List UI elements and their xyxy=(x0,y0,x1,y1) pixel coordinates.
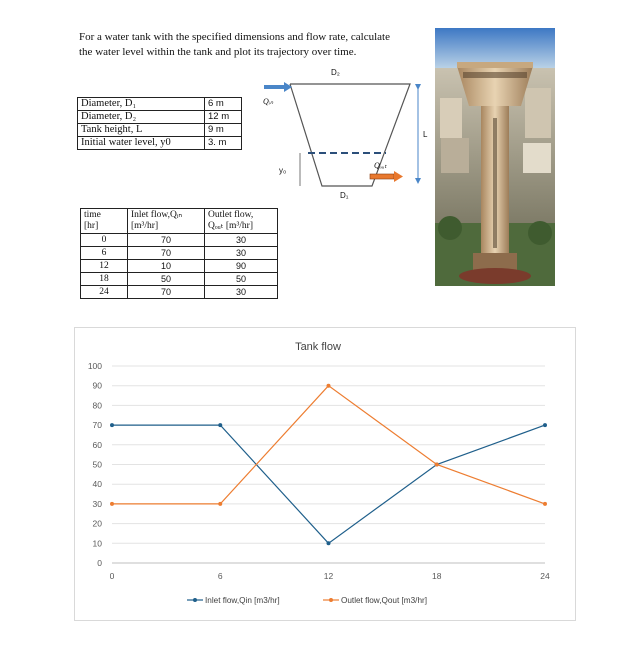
qin-label: Qᵢₙ xyxy=(263,97,274,106)
y-tick-label: 80 xyxy=(92,400,102,411)
d1-label: D₁ xyxy=(340,191,349,200)
cell-inlet: 70 xyxy=(128,234,205,247)
cell-outlet: 50 xyxy=(205,273,278,286)
x-tick-label: 6 xyxy=(217,571,223,581)
table-header-row xyxy=(81,209,278,234)
table-row xyxy=(81,273,278,286)
photo-tower-rim xyxy=(457,62,533,68)
y-tick-label: 50 xyxy=(92,459,102,470)
cell-inlet: 70 xyxy=(128,286,205,299)
data-point xyxy=(110,502,114,506)
cell-inlet: 70 xyxy=(128,247,205,260)
dim-value: 3. m xyxy=(205,137,242,150)
dim-label: Diameter, D₂ xyxy=(78,111,205,124)
y-tick-label: 30 xyxy=(92,498,102,509)
legend-marker xyxy=(193,598,197,602)
data-point xyxy=(218,502,222,506)
header-line: Outlet flow, xyxy=(208,210,254,220)
tank-flow-chart xyxy=(74,327,576,621)
photo-tower-plaza xyxy=(459,268,531,284)
header-line: Inlet flow,Qᵢₙ xyxy=(131,210,183,220)
dim-label: Tank height, L xyxy=(78,124,205,137)
data-point xyxy=(327,541,331,545)
outlet-arrow-head xyxy=(394,171,403,182)
flow-rate-table xyxy=(80,208,278,299)
y-tick-label: 10 xyxy=(92,538,102,549)
l-label: L xyxy=(423,130,428,139)
qout-label: Qₒᵤₜ xyxy=(374,161,387,170)
table-row xyxy=(81,260,278,273)
header-line: time xyxy=(84,210,101,220)
x-tick-label: 0 xyxy=(109,571,115,581)
water-tower-photo xyxy=(435,28,555,286)
legend-label: Inlet flow,Qin [m3/hr] xyxy=(205,596,280,605)
outlet-arrow-body xyxy=(370,174,394,179)
dim-label: Initial water level, y0 xyxy=(78,137,205,150)
problem-statement xyxy=(79,30,439,60)
photo-building xyxy=(440,98,462,138)
cell-time: 12 xyxy=(81,260,128,273)
data-point xyxy=(543,423,547,427)
data-point xyxy=(543,502,547,506)
cell-outlet: 90 xyxy=(205,260,278,273)
photo-tree xyxy=(528,221,552,245)
dim-value: 6 m xyxy=(205,98,242,111)
header-line: [m³/hr] xyxy=(131,221,159,231)
dimensions-table xyxy=(77,97,242,150)
dim-value: 12 m xyxy=(205,111,242,124)
header-inlet xyxy=(128,209,205,234)
photo-building xyxy=(523,143,551,173)
inlet-arrow-body xyxy=(264,85,284,89)
cell-inlet: 50 xyxy=(128,273,205,286)
table-row xyxy=(78,124,242,137)
table-row xyxy=(81,234,278,247)
photo-tower-windows xyxy=(463,72,527,78)
cell-time: 24 xyxy=(81,286,128,299)
cell-outlet: 30 xyxy=(205,247,278,260)
cell-time: 0 xyxy=(81,234,128,247)
y0-label: y₀ xyxy=(279,166,287,175)
table-row xyxy=(78,98,242,111)
data-point xyxy=(435,463,439,467)
x-tick-label: 18 xyxy=(432,571,442,581)
header-outlet xyxy=(205,209,278,234)
header-line: Qₒᵤₜ [m³/hr] xyxy=(208,221,254,231)
cell-time: 18 xyxy=(81,273,128,286)
y-tick-label: 60 xyxy=(92,439,102,450)
chart-title: Tank flow xyxy=(295,341,341,353)
cell-outlet: 30 xyxy=(205,234,278,247)
x-tick-label: 12 xyxy=(323,571,334,581)
x-tick-label: 24 xyxy=(540,571,550,581)
d2-label: D₂ xyxy=(331,68,340,77)
data-point xyxy=(218,423,222,427)
dim-label: Diameter, D₁ xyxy=(78,98,205,111)
y-tick-label: 70 xyxy=(92,420,102,431)
tank-diagram xyxy=(262,62,432,207)
table-row xyxy=(78,111,242,124)
y-tick-label: 40 xyxy=(92,479,102,490)
header-line: [hr] xyxy=(84,221,99,231)
photo-tower-slit xyxy=(493,118,497,248)
cell-outlet: 30 xyxy=(205,286,278,299)
photo-building xyxy=(525,88,551,138)
y-tick-label: 100 xyxy=(87,361,102,371)
legend-marker xyxy=(329,598,333,602)
problem-line-2: the water level within the tank and plot its trajectory over time. xyxy=(79,46,357,58)
y-tick-label: 20 xyxy=(92,518,102,529)
data-point xyxy=(327,384,331,388)
table-row xyxy=(81,286,278,299)
data-point xyxy=(110,423,114,427)
y-tick-label: 90 xyxy=(92,380,102,391)
table-row xyxy=(78,137,242,150)
cell-inlet: 10 xyxy=(128,260,205,273)
header-time xyxy=(81,209,128,234)
dim-value: 9 m xyxy=(205,124,242,137)
photo-tree xyxy=(438,216,462,240)
problem-line-1: For a water tank with the specified dimensions and flow rate, calculate xyxy=(79,31,390,43)
tank-outline xyxy=(290,84,410,186)
chart-svg xyxy=(75,328,575,620)
table-row xyxy=(81,247,278,260)
legend-label: Outlet flow,Qout [m3/hr] xyxy=(341,596,428,605)
cell-time: 6 xyxy=(81,247,128,260)
y-tick-label: 0 xyxy=(97,558,102,568)
photo-building xyxy=(441,138,469,173)
